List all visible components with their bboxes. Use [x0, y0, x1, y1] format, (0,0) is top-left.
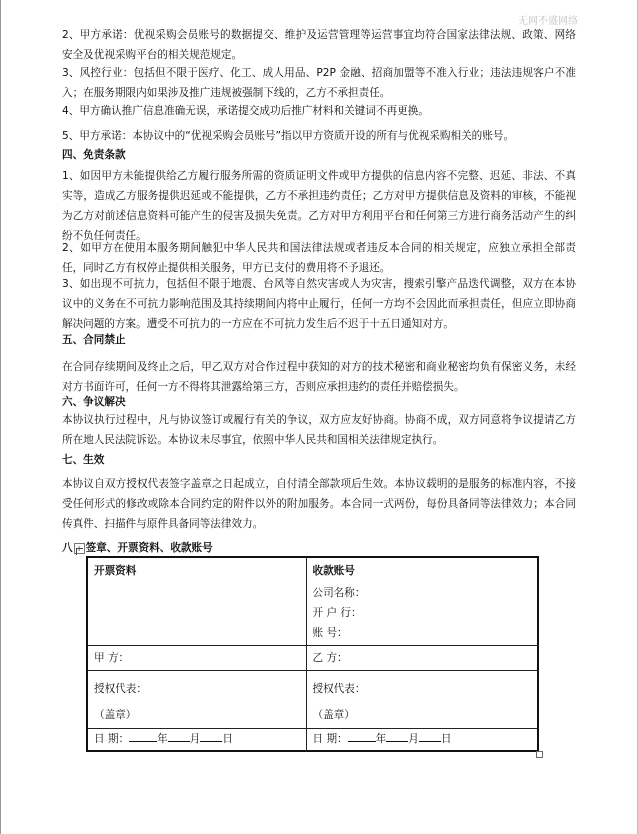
account-info-cell[interactable] [306, 557, 538, 645]
year-label: 年 [157, 733, 168, 746]
year-blank[interactable] [348, 729, 376, 742]
signature-info-table [86, 556, 539, 752]
bank-label: 开 户 行： [312, 607, 362, 619]
party-a-label: 甲 方： [94, 651, 130, 664]
date-a-label: 日 期： [94, 733, 130, 746]
table-resize-handle-icon[interactable] [536, 751, 543, 758]
section-5-title: 五、合同禁止 [62, 334, 126, 346]
section-8-label: 签章、开票资料、收款账号 [85, 542, 213, 554]
day-blank[interactable] [419, 729, 441, 742]
date-a-cell[interactable] [87, 728, 306, 751]
section-6-text: 本协议执行过程中，凡与协议签订或履行有关的争议，双方应友好协商。协商不成，双方同意将争议提请乙方所在地人民法院诉讼。本协议未尽事宜，依照中华人民共和国相关法律规定执行。 [62, 414, 576, 446]
rep-a-cell[interactable] [87, 670, 306, 728]
month-label: 月 [189, 733, 201, 746]
party-b-label: 乙 方： [312, 651, 348, 664]
section-4-title: 四、免责条款 [62, 149, 126, 161]
section-5-text: 在合同存续期间及终止之后，甲乙双方对合作过程中获知的对方的技术秘密和商业秘密均负有保密义务，未经对方书面许可，任何一方不得将其泄露给第三方，否则应承担违约的责任并赔偿损失。 [62, 361, 576, 393]
section-4-clause-2: 2、如甲方在使用本服务期间触犯中华人民共和国法律法规或者违反本合同的相关规定，应独立承担全部责任，同时乙方有权停止提供相关服务，甲方已支付的费用将不予退还。 [62, 242, 576, 274]
rep-b-label: 授权代表： [312, 682, 366, 695]
month-blank[interactable] [386, 729, 408, 742]
day-label: 日 [440, 733, 452, 746]
seal-b-label: （盖章） [312, 708, 355, 721]
section-7-text: 本协议自双方授权代表签字盖章之日起成立，自付清全部款项后生效。本协议载明的是服务的标准内容，不接受任何形式的修改或除本合同约定的附件以外的附加服务。本合同一式两份，每份具备同等法律效力；本合同传真件、扫描件与原件具备同等法律效力。 [62, 478, 576, 530]
account-number-label: 账 号： [312, 627, 348, 639]
invoice-info-header: 开票资料 [94, 565, 137, 577]
section-8-prefix: 八 [62, 542, 73, 554]
rep-b-cell[interactable] [306, 670, 538, 728]
clause-2: 2、甲方承诺：优视采购会员账号的数据提交、维护及运营管理等运营事宜均符合国家法律法规、政策、网络安全及优视采购平台的相关规范规定。 [62, 29, 576, 61]
company-name-label: 公司名称： [312, 587, 366, 599]
section-8-title [62, 540, 213, 556]
section-4-clause-3: 3、如出现不可抗力，包括但不限于地震、台风等自然灾害或人为灾害，搜索引擎产品迭代调整，双方在本协议中的义务在不可抗力影响范围及其持续期间内将中止履行，任何一方均不会因此而承担责任，但应立即协商解决问题的方案。遭受不可抗力的一方应在不可抗力发生后不迟于十五日通知对方。 [62, 278, 576, 330]
invoice-info-cell[interactable] [87, 557, 306, 645]
page-left-edge [0, 0, 1, 834]
day-blank[interactable] [200, 729, 222, 742]
month-blank[interactable] [168, 729, 190, 742]
date-b-label: 日 期： [312, 733, 348, 746]
party-b-cell[interactable] [306, 645, 538, 670]
date-b-cell[interactable] [306, 728, 538, 751]
clause-4: 4、甲方确认推广信息准确无误，承诺提交成功后推广材料和关键词不再更换。 [62, 105, 429, 117]
party-a-cell[interactable] [87, 645, 306, 670]
month-label: 月 [408, 733, 419, 746]
year-blank[interactable] [129, 729, 157, 742]
day-label: 日 [222, 733, 233, 746]
table-move-handle-icon[interactable]: + [74, 543, 85, 554]
clause-3: 3、风控行业：包括但不限于医疗、化工、成人用品、P2P 金融、招商加盟等不准入行业；违法违规客户不准入；在服务期限内如果涉及推广违规被强制下线的，乙方不承担责任。 [62, 67, 576, 99]
rep-a-label: 授权代表： [94, 682, 147, 695]
seal-a-label: （盖章） [94, 708, 137, 721]
section-7-title: 七、生效 [62, 454, 105, 466]
clause-5: 5、甲方承诺：本协议中的“优视采购会员账号”指以甲方资质开设的所有与优视采购相关的账号。 [62, 130, 515, 142]
account-info-header: 收款账号 [312, 565, 355, 577]
section-4-clause-1: 1、如因甲方未能提供给乙方履行服务所需的资质证明文件或甲方提供的信息内容不完整、迟延、非法、不真实等，造成乙方服务提供迟延或不能提供，乙方不承担违约责任；乙方对甲方提供信息及资料的审核，不能视为乙方对前述信息资料可能产生的侵害及损失免责。乙方对甲方利用平台和任何第三方进行商务活动产生的纠纷不负任何责任。 [62, 170, 576, 242]
section-6-title: 六、争议解决 [62, 396, 126, 408]
crop-mark-icon [76, 548, 83, 555]
header-watermark: 无网不盛网络 [518, 16, 578, 27]
year-label: 年 [375, 733, 387, 746]
